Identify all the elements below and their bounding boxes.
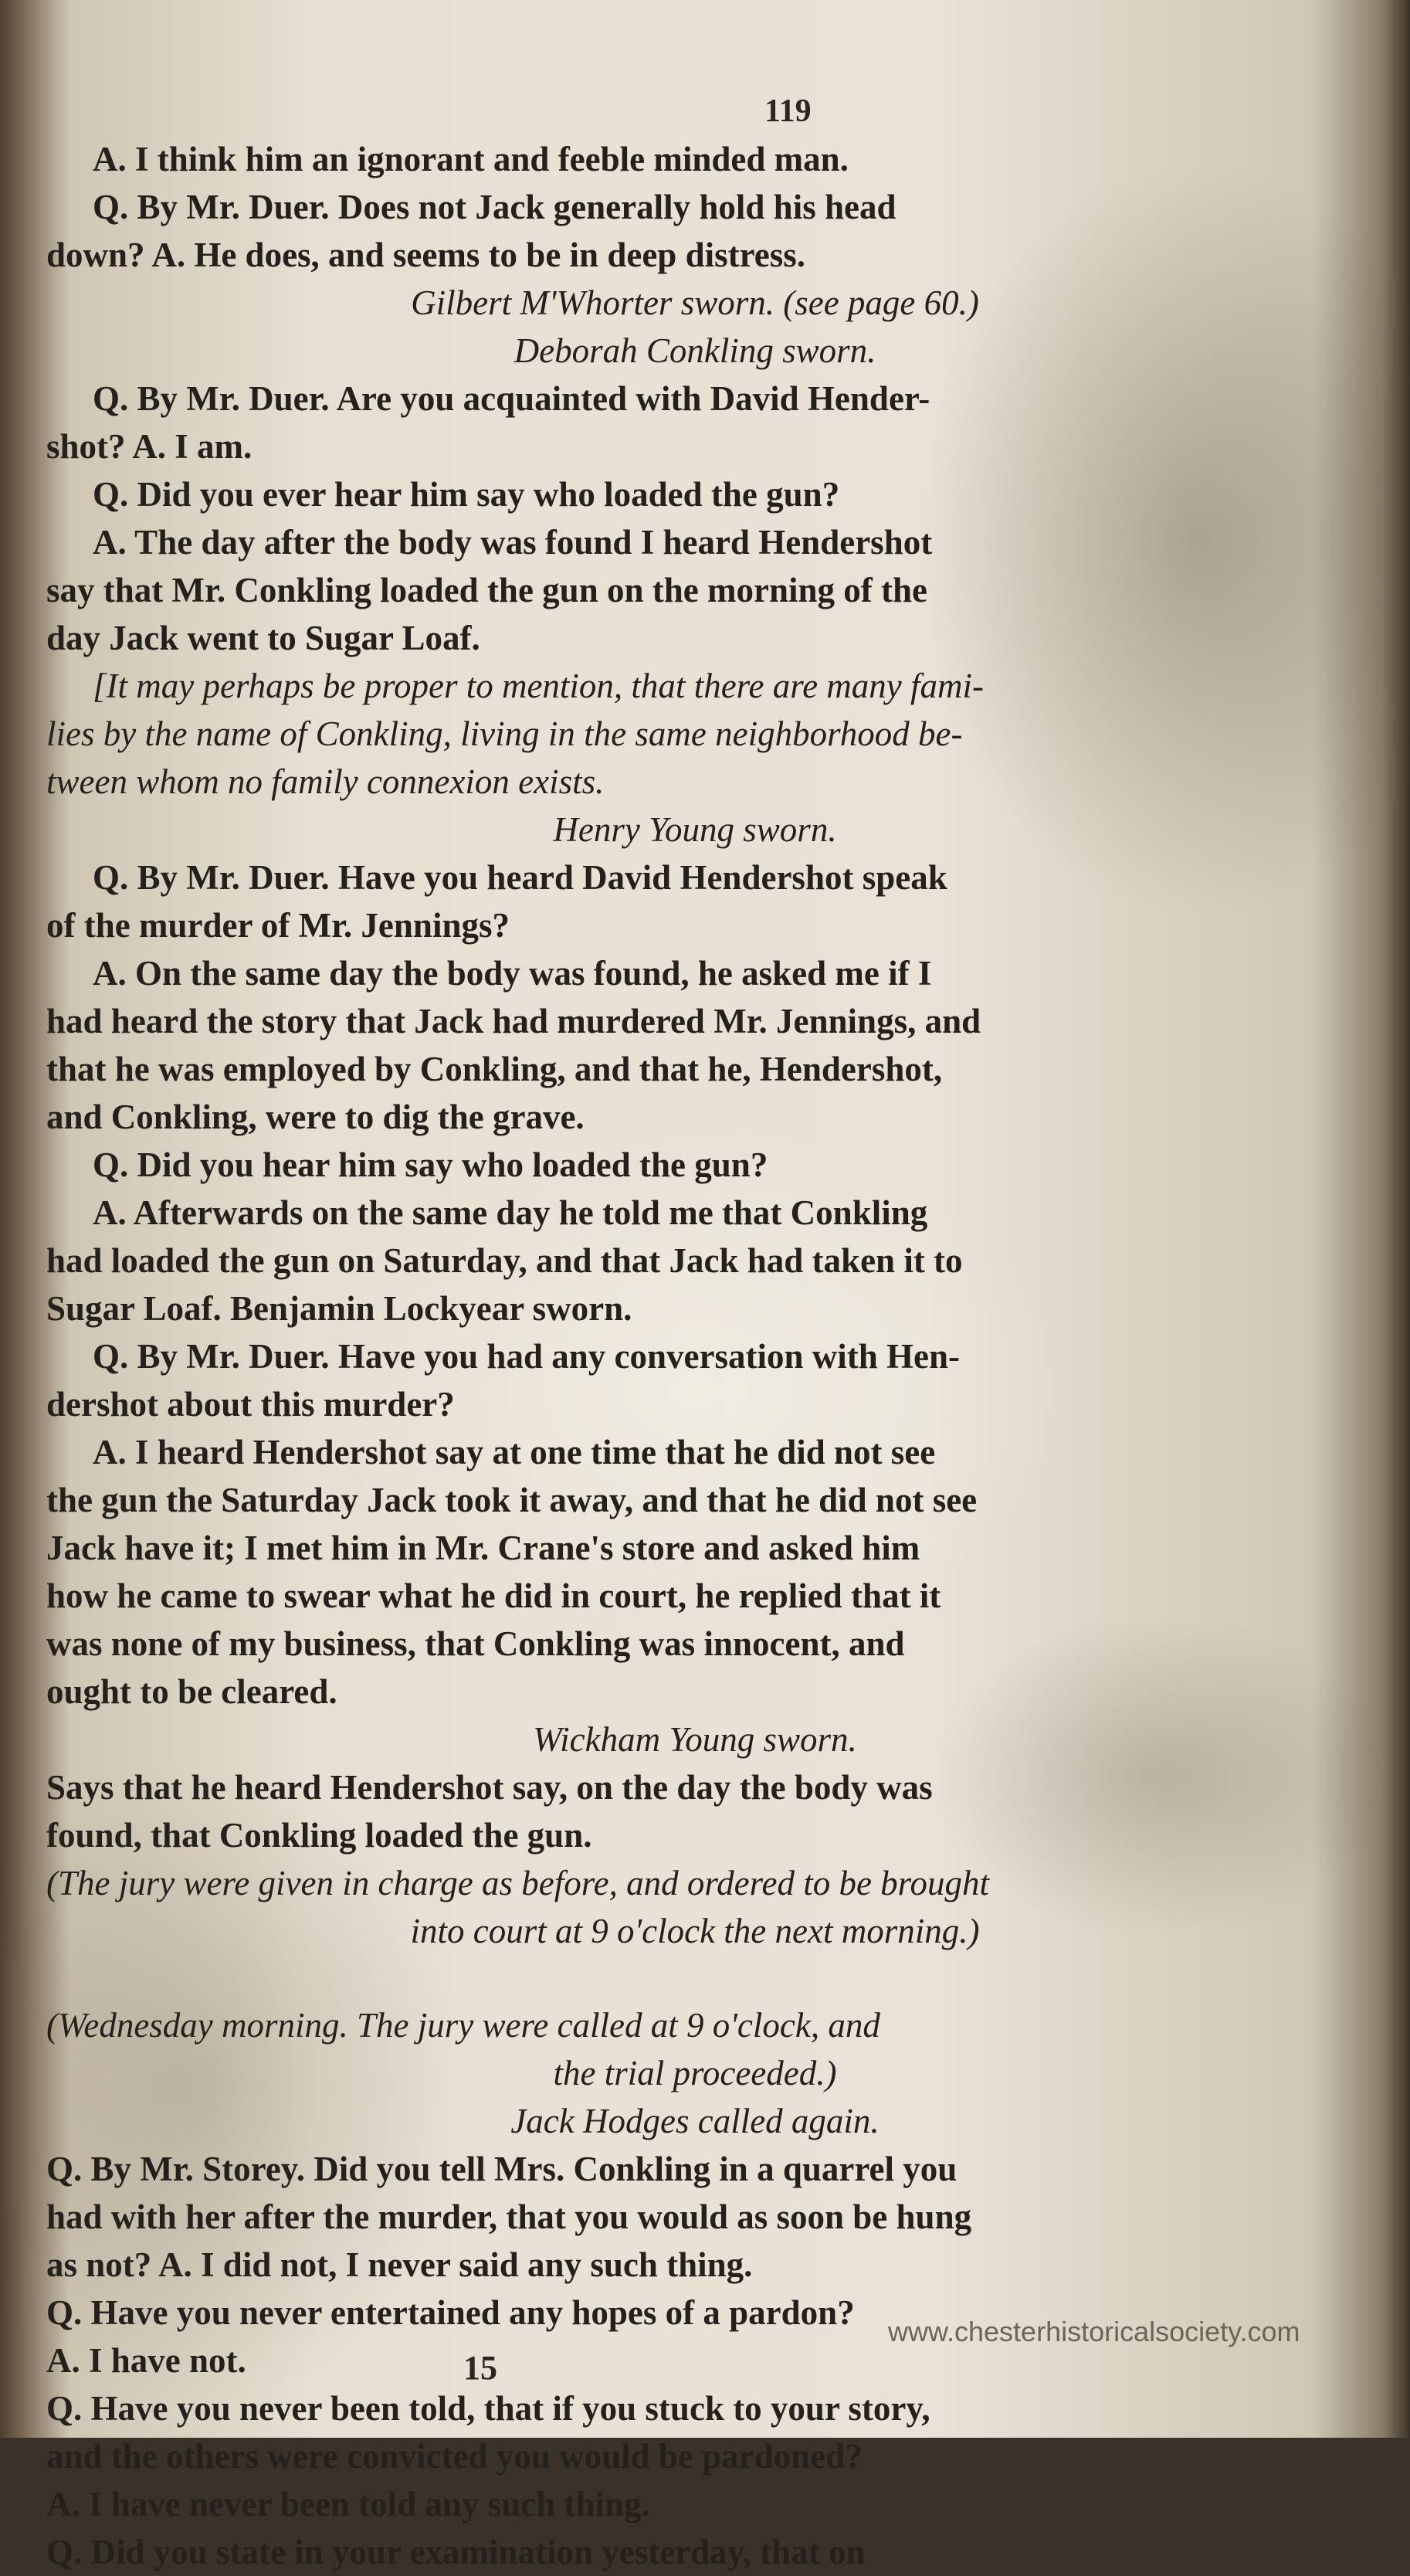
page-number: 119 xyxy=(764,93,812,129)
text-line: down? A. He does, and seems to be in deep distress. xyxy=(46,236,806,274)
text-line: Q. Have you never been told, that if you stuck to your story, xyxy=(46,2389,930,2428)
text-line: and Conkling, were to dig the grave. xyxy=(46,1098,585,1136)
text-line: A. On the same day the body was found, he asked me if I xyxy=(93,954,932,993)
text-line: that he was employed by Conkling, and that he, Hendershot, xyxy=(46,1050,943,1088)
text-line: had loaded the gun on Saturday, and that Jack had taken it to xyxy=(46,1241,963,1280)
text-line: shot? A. I am. xyxy=(46,427,253,466)
text-line: Q. By Mr. Duer. Have you heard David Hendershot speak xyxy=(93,858,947,897)
text-line: and the others were convicted you would be pardoned? xyxy=(46,2437,863,2476)
text-line: ought to be cleared. xyxy=(46,1672,337,1711)
text-line: Henry Young sworn. xyxy=(553,810,837,849)
text-line: Q. By Mr. Duer. Does not Jack generally hold his head xyxy=(93,188,897,226)
text-line: day Jack went to Sugar Loaf. xyxy=(46,619,480,657)
text-line: Deborah Conkling sworn. xyxy=(513,331,876,370)
text-line: Q. By Mr. Duer. Are you acquainted with David Hender- xyxy=(93,379,930,418)
text-line: Q. Have you never entertained any hopes of a pardon? xyxy=(46,2293,855,2332)
text-line: A. I think him an ignorant and feeble minded man. xyxy=(93,140,849,178)
text-line: Wickham Young sworn. xyxy=(533,1720,857,1759)
text-line: of the murder of Mr. Jennings? xyxy=(46,906,510,945)
text-line: Q. By Mr. Duer. Have you had any conversation with Hen- xyxy=(93,1337,960,1376)
blank-line xyxy=(46,1955,1344,2001)
watermark: www.chesterhistoricalsociety.com xyxy=(888,2316,1300,2347)
text-line: (Wednesday morning. The jury were called at 9 o'clock, and xyxy=(46,2006,880,2045)
text-line: Q. Did you hear him say who loaded the gun? xyxy=(93,1145,768,1184)
text-line: as not? A. I did not, I never said any such thing. xyxy=(46,2245,753,2284)
text-line: Says that he heard Hendershot say, on the day the body was xyxy=(46,1768,933,1807)
text-line: Q. Did you ever hear him say who loaded the gun? xyxy=(93,475,840,514)
text-line: Q. Did you state in your examination yesterday, that on xyxy=(46,2533,866,2571)
text-line: the trial proceeded.) xyxy=(553,2054,837,2092)
text-line: dershot about this murder? xyxy=(46,1385,455,1424)
text-line: Gilbert M'Whorter sworn. (see page 60.) xyxy=(411,283,979,322)
text-line: Jack have it; I met him in Mr. Crane's store and asked him xyxy=(46,1529,920,1567)
text-line: Jack Hodges called again. xyxy=(510,2102,880,2140)
text-line: A. The day after the body was found I heard Hendershot xyxy=(93,523,933,562)
text-line: A. I heard Hendershot say at one time that he did not see xyxy=(93,1433,936,1471)
text-line: Sugar Loaf. Benjamin Lockyear sworn. xyxy=(46,1289,632,1328)
text-line: Q. By Mr. Storey. Did you tell Mrs. Conkling in a quarrel you xyxy=(46,2150,958,2188)
text-line: lies by the name of Conkling, living in the same neighborhood be- xyxy=(46,714,963,753)
signature-mark: 15 xyxy=(463,2349,497,2387)
text-line: found, that Conkling loaded the gun. xyxy=(46,1816,592,1855)
page-text xyxy=(46,135,1344,2576)
text-line: how he came to swear what he did in court, he replied that it xyxy=(46,1576,941,1615)
text-line: A. I have never been told any such thing. xyxy=(46,2485,650,2523)
text-line: (The jury were given in charge as before, and ordered to be brought xyxy=(46,1864,990,1902)
text-line: tween whom no family connexion exists. xyxy=(46,762,605,801)
text-line: A. I have not. xyxy=(46,2341,246,2380)
text-line: [It may perhaps be proper to mention, that there are many fami- xyxy=(93,667,985,705)
text-line: the gun the Saturday Jack took it away, and that he did not see xyxy=(46,1481,978,1519)
text-line: into court at 9 o'clock the next morning.) xyxy=(410,1912,980,1950)
text-line: had heard the story that Jack had murdered Mr. Jennings, and xyxy=(46,1002,981,1040)
text-line: say that Mr. Conkling loaded the gun on the morning of the xyxy=(46,571,927,609)
text-line: was none of my business, that Conkling was innocent, and xyxy=(46,1624,905,1663)
text-line: A. Afterwards on the same day he told me that Conkling xyxy=(93,1193,928,1232)
text-line: had with her after the murder, that you would as soon be hung xyxy=(46,2198,972,2236)
